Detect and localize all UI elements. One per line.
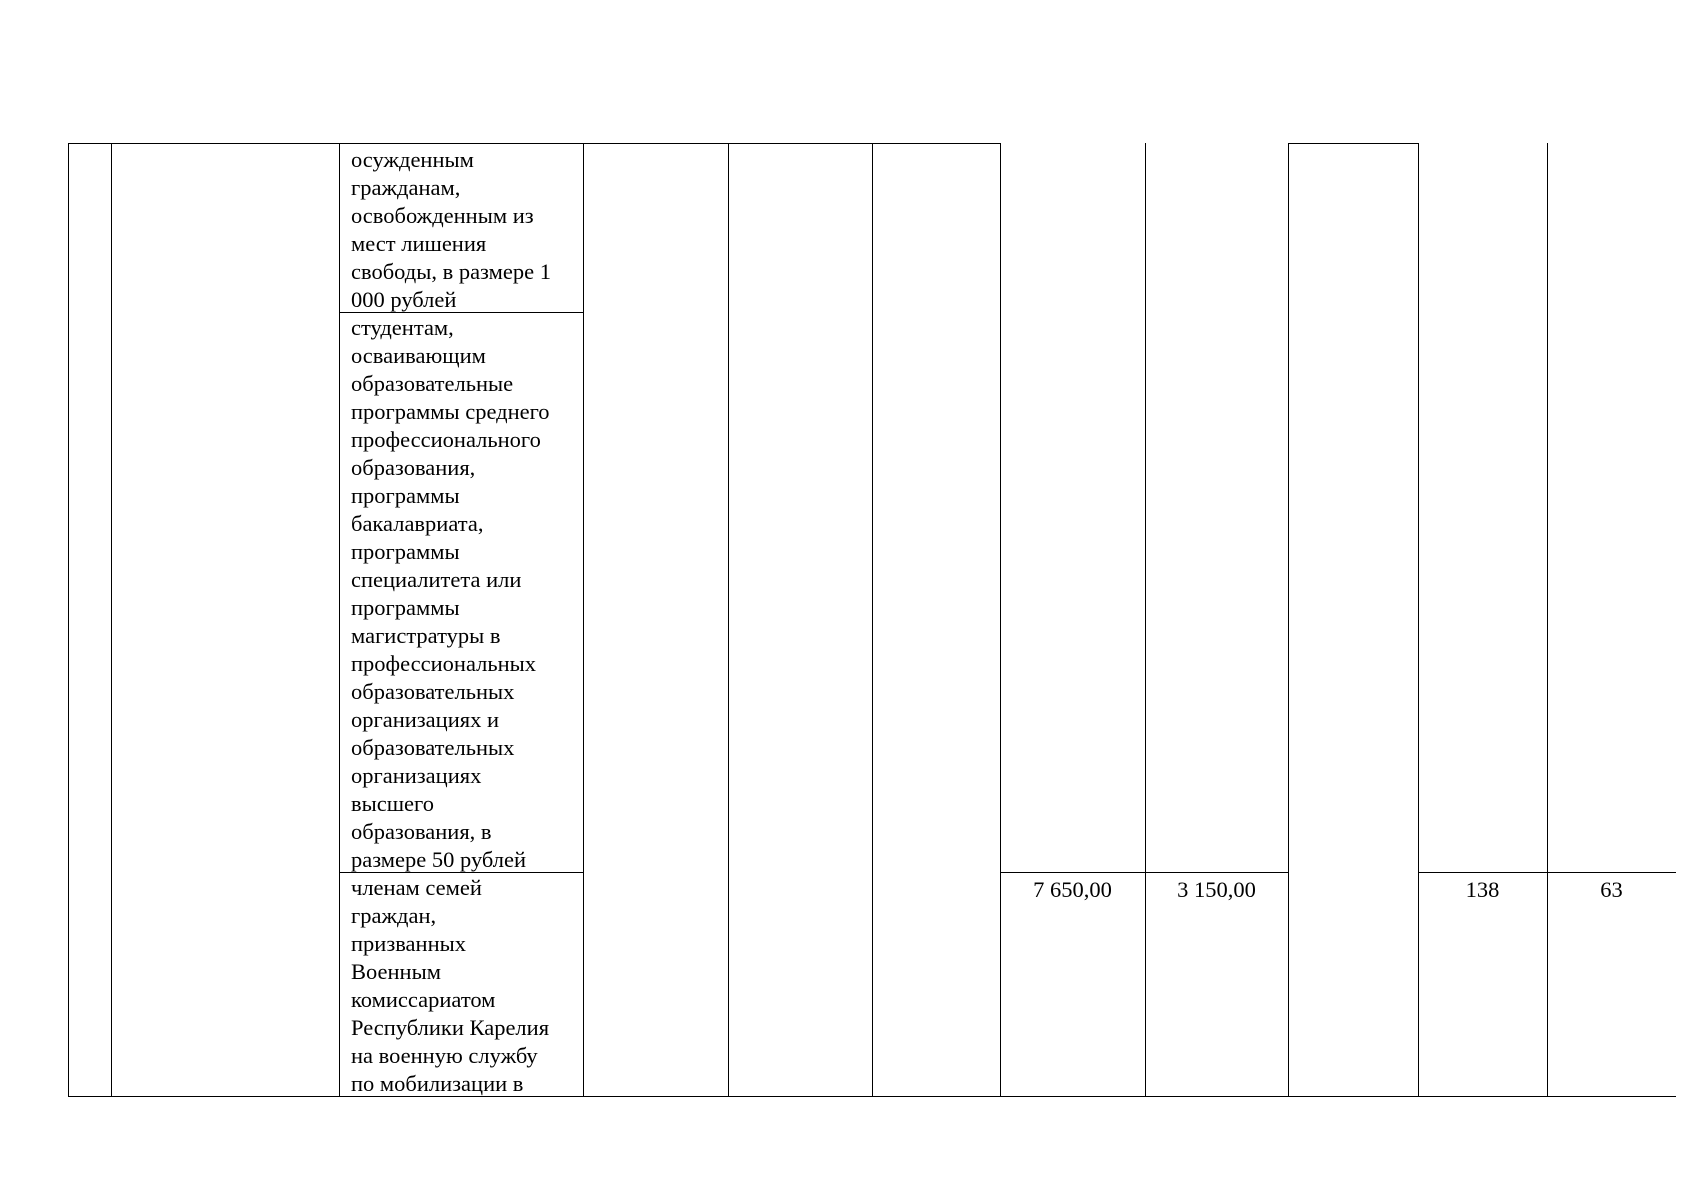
table-cell-value: 7 650,00 (1033, 877, 1112, 902)
column-line (68, 143, 69, 1097)
column-line (583, 143, 584, 1097)
column-line (339, 143, 340, 1097)
column-line (1288, 143, 1289, 1097)
row-separator (1000, 872, 1288, 873)
table-cell-value: 3 150,00 (1177, 877, 1256, 902)
table-cell-description: осужденным гражданам, освобожденным из мест лишения свободы, в размере 1 000 рублей (351, 147, 551, 312)
column-line (111, 143, 112, 1097)
column-line (1145, 143, 1146, 1097)
table-top-border (68, 143, 1000, 144)
table-cell-description: членам семей граждан, призванных Военным комиссариатом Республики Карелия на военную службу по мобилизации в (351, 875, 550, 1096)
column-line (1547, 143, 1548, 1097)
table-top-border (1288, 143, 1418, 144)
table-cell-value: 138 (1465, 877, 1500, 902)
column-line (872, 143, 873, 1097)
column-line (728, 143, 729, 1097)
column-line (1418, 143, 1419, 1097)
column-line (1000, 143, 1001, 1097)
table-cell-description: студентам, осваивающим образовательные программы среднего профессионального образования, программы бакалавриата, программы специалитета или программы магистратуры в профессиональных образовательных организациях и образовательных организациях высшего образования, в размере 50 рублей (351, 315, 550, 872)
table-cell-value: 63 (1600, 877, 1623, 902)
